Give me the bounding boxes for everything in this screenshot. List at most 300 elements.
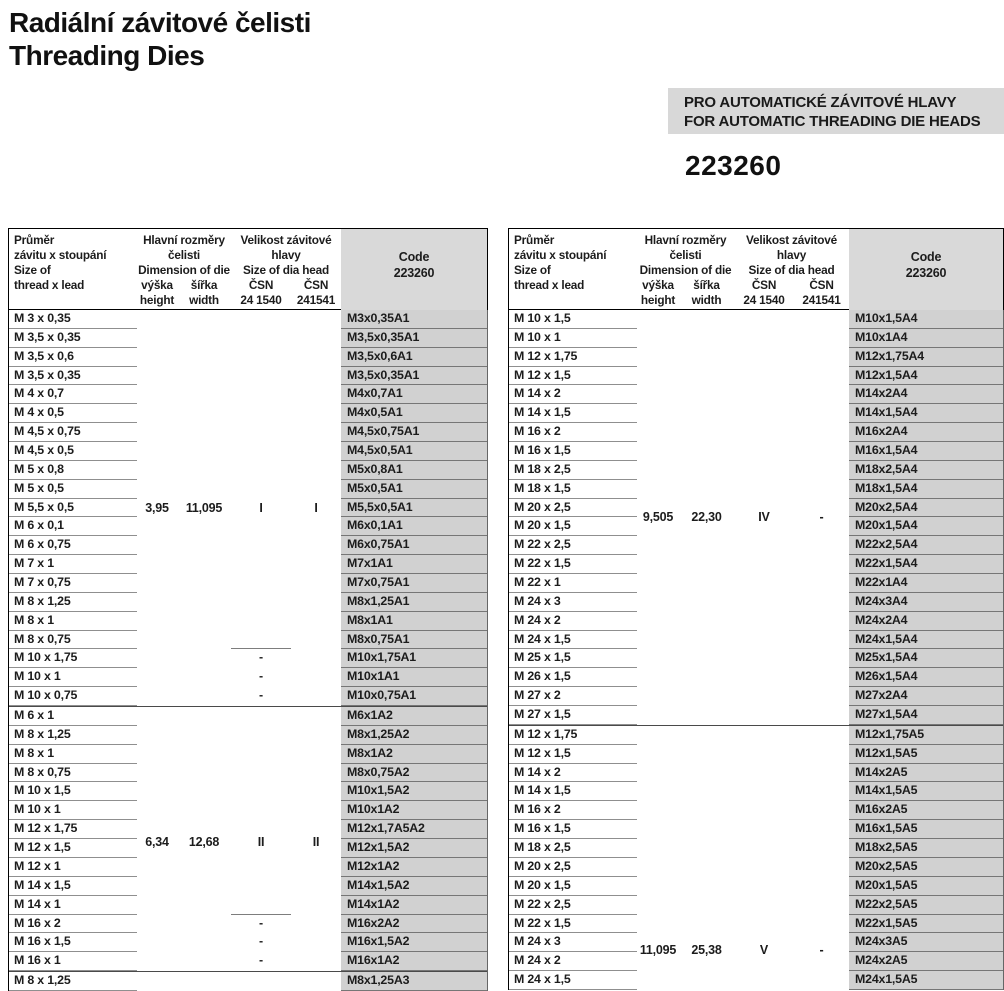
csn-241541-value: II <box>312 834 320 849</box>
code-cell: M8x1,25A1 <box>341 593 487 612</box>
table-row <box>509 877 1003 896</box>
csn-241541-value: - <box>819 510 824 525</box>
header-dimension-group <box>137 229 231 278</box>
table-row <box>509 385 1003 404</box>
csn-241540-cell <box>734 896 794 915</box>
thread-size-cell: M 16 x 1 <box>9 952 137 971</box>
code-cell: M12x1,7A5A2 <box>341 820 487 839</box>
csn-241540-cell <box>734 782 794 801</box>
code-cell: M12x1,75A4 <box>849 348 1003 367</box>
csn-241540-cell <box>231 480 291 499</box>
thread-size-cell: M 22 x 1,5 <box>509 555 637 574</box>
table-row <box>509 782 1003 801</box>
csn-241540-cell: - <box>259 915 263 930</box>
code-cell: M24x3A4 <box>849 593 1003 612</box>
table-row <box>9 612 487 631</box>
code-cell: M12x1,5A5 <box>849 745 1003 764</box>
table-row <box>509 764 1003 783</box>
code-cell: M12x1A2 <box>341 858 487 877</box>
csn-241540-cell <box>734 442 794 461</box>
header-sub-csn-241541 <box>291 278 341 311</box>
thread-size-cell: M 12 x 1,5 <box>509 745 637 764</box>
code-cell: M12x1,5A4 <box>849 367 1003 386</box>
thread-size-cell: M 12 x 1,5 <box>9 839 137 858</box>
table-row <box>509 801 1003 820</box>
thread-size-cell: M 4,5 x 0,5 <box>9 442 137 461</box>
code-cell: M24x2A4 <box>849 612 1003 631</box>
die-width-value: 25,38 <box>691 942 722 957</box>
code-cell: M10x1,5A2 <box>341 782 487 801</box>
code-cell: M16x1,5A2 <box>341 933 487 952</box>
code-cell: M24x1,5A4 <box>849 631 1003 650</box>
die-height-value: 3,95 <box>145 501 169 516</box>
header-dimension-group <box>637 229 734 278</box>
csn-241540-value: IV <box>758 510 770 525</box>
header-text: závitu x stoupání <box>514 248 607 262</box>
csn-241540-cell <box>734 649 794 668</box>
code-cell: M10x1,75A1 <box>341 649 487 668</box>
table-row <box>9 649 487 668</box>
csn-241540-cell <box>231 499 291 518</box>
csn-241540-cell <box>231 896 291 915</box>
thread-size-cell: M 16 x 1,5 <box>509 820 637 839</box>
table-row <box>9 442 487 461</box>
table-row <box>9 801 487 820</box>
header-text: 223260 <box>905 266 947 280</box>
csn-241540-cell <box>734 499 794 518</box>
table-row <box>509 745 1003 764</box>
thread-size-cell: M 6 x 1 <box>9 707 137 726</box>
table-row <box>509 612 1003 631</box>
code-cell: M4,5x0,75A1 <box>341 423 487 442</box>
code-cell: M18x2,5A4 <box>849 461 1003 480</box>
code-cell: M10x1A1 <box>341 668 487 687</box>
table-row <box>9 310 487 329</box>
csn-241540-cell <box>231 367 291 386</box>
table-row <box>9 764 487 783</box>
code-cell: M3,5x0,6A1 <box>341 348 487 367</box>
csn-241540-cell <box>734 461 794 480</box>
csn-241540-cell <box>231 404 291 423</box>
csn-241540-cell <box>734 423 794 442</box>
header-text: Velikost závitové <box>240 233 332 247</box>
header-text: 241541 <box>802 293 841 307</box>
thread-size-cell: M 26 x 1,5 <box>509 668 637 687</box>
code-cell: M12x1,75A5 <box>849 726 1003 745</box>
header-text: čelisti <box>669 248 702 262</box>
header-text: hlavy <box>271 248 301 262</box>
thread-size-cell: M 8 x 1 <box>9 612 137 631</box>
thread-size-cell: M 22 x 1,5 <box>509 915 637 934</box>
csn-241540-cell <box>231 517 291 536</box>
header-text: ČSN <box>303 278 329 292</box>
csn-241540-cell <box>231 631 291 650</box>
csn-241540-cell <box>734 574 794 593</box>
table-row <box>9 574 487 593</box>
header-code-col <box>849 229 1003 311</box>
table-row <box>509 668 1003 687</box>
thread-size-cell: M 10 x 1 <box>9 668 137 687</box>
page-title-en: Threading Dies <box>9 40 205 71</box>
table-row <box>9 687 487 706</box>
csn-241540-cell <box>734 839 794 858</box>
csn-241540-cell <box>734 348 794 367</box>
table-row <box>9 839 487 858</box>
csn-241540-cell <box>734 310 794 329</box>
header-sub-csn-241540 <box>231 278 291 311</box>
header-text: šířka <box>190 278 218 292</box>
thread-size-cell: M 18 x 2,5 <box>509 461 637 480</box>
csn-241540-cell <box>231 877 291 896</box>
header-text: height <box>139 293 175 307</box>
code-cell: M10x1,5A4 <box>849 310 1003 329</box>
table-row <box>509 649 1003 668</box>
product-code: 223260 <box>685 150 782 181</box>
table-row <box>509 593 1003 612</box>
thread-size-cell: M 8 x 1,25 <box>9 726 137 745</box>
thread-size-cell: M 4,5 x 0,75 <box>9 423 137 442</box>
table-row <box>9 726 487 745</box>
banner-line-en: FOR AUTOMATIC THREADING DIE HEADS <box>684 113 981 130</box>
thread-size-cell: M 7 x 0,75 <box>9 574 137 593</box>
code-cell: M24x3A5 <box>849 933 1003 952</box>
thread-size-cell: M 18 x 1,5 <box>509 480 637 499</box>
csn-241540-cell <box>231 612 291 631</box>
thread-size-cell: M 10 x 1 <box>509 329 637 348</box>
thread-size-cell: M 6 x 0,75 <box>9 536 137 555</box>
code-cell: M20x1,5A4 <box>849 517 1003 536</box>
header-text: výška <box>642 278 674 292</box>
header-code-col <box>341 229 487 311</box>
code-cell: M14x1,5A4 <box>849 404 1003 423</box>
code-cell: M14x1,5A2 <box>341 877 487 896</box>
table-row <box>9 461 487 480</box>
csn-241540-value: I <box>259 501 263 516</box>
table-row <box>509 971 1003 990</box>
code-cell: M18x1,5A4 <box>849 480 1003 499</box>
thread-size-cell: M 16 x 1,5 <box>509 442 637 461</box>
thread-size-cell: M 20 x 1,5 <box>509 517 637 536</box>
code-cell: M8x0,75A1 <box>341 631 487 650</box>
table-row <box>509 952 1003 971</box>
csn-241540-cell <box>231 385 291 404</box>
thread-size-cell: M 8 x 1,25 <box>9 593 137 612</box>
header-sub-height <box>137 278 177 311</box>
csn-241540-cell <box>231 348 291 367</box>
csn-241540-cell <box>734 329 794 348</box>
table-row <box>509 480 1003 499</box>
table-row <box>9 329 487 348</box>
table-row <box>9 423 487 442</box>
csn-241540-cell <box>231 574 291 593</box>
csn-241540-cell <box>231 726 291 745</box>
threading-table-right <box>508 228 1004 990</box>
code-cell: M16x1,5A5 <box>849 820 1003 839</box>
header-sub-width <box>679 278 734 311</box>
table-row <box>509 839 1003 858</box>
die-height-value: 11,095 <box>639 942 677 957</box>
header-size-col <box>9 229 137 311</box>
thread-size-cell: M 12 x 1,75 <box>9 820 137 839</box>
thread-size-cell: M 25 x 1,5 <box>509 649 637 668</box>
header-text: width <box>691 293 722 307</box>
csn-241540-cell <box>734 801 794 820</box>
header-text: Size of <box>514 263 551 277</box>
header-text: height <box>640 293 676 307</box>
header-headsize-group <box>734 229 849 278</box>
table-header <box>8 228 488 310</box>
code-cell: M22x2,5A5 <box>849 896 1003 915</box>
code-cell: M16x2A2 <box>341 915 487 934</box>
thread-size-cell: M 27 x 1,5 <box>509 706 637 725</box>
thread-size-cell: M 14 x 2 <box>509 385 637 404</box>
csn-241540-cell <box>231 442 291 461</box>
csn-241540-cell <box>231 707 291 726</box>
header-text: 24 1540 <box>743 293 785 307</box>
csn-241541-value: - <box>819 942 824 957</box>
header-sub-height <box>637 278 679 311</box>
code-cell: M24x1,5A5 <box>849 971 1003 990</box>
csn-241540-cell <box>734 555 794 574</box>
header-sub-csn-241541 <box>794 278 849 311</box>
thread-size-cell: M 18 x 2,5 <box>509 839 637 858</box>
table-row <box>9 555 487 574</box>
code-cell: M5x0,5A1 <box>341 480 487 499</box>
csn-241540-cell <box>231 329 291 348</box>
table-group <box>9 310 487 706</box>
header-text: Dimension of die <box>639 263 732 277</box>
die-height-value: 9,505 <box>642 510 674 525</box>
csn-241540-cell <box>231 461 291 480</box>
page-title-cs: Radiální závitové čelisti <box>9 7 311 38</box>
thread-size-cell: M 3 x 0,35 <box>9 310 137 329</box>
csn-241540-cell <box>734 915 794 934</box>
thread-size-cell: M 16 x 1,5 <box>9 933 137 952</box>
header-text: Průměr <box>14 233 55 247</box>
table-row <box>509 404 1003 423</box>
csn-241540-cell <box>734 820 794 839</box>
csn-241540-cell <box>231 745 291 764</box>
thread-size-cell: M 10 x 1 <box>9 801 137 820</box>
table-row <box>9 367 487 386</box>
header-sub-csn-241540 <box>734 278 794 311</box>
header-text: ČSN <box>248 278 274 292</box>
code-cell: M3,5x0,35A1 <box>341 329 487 348</box>
header-size-col <box>509 229 637 311</box>
table-row <box>509 348 1003 367</box>
code-cell: M4,5x0,5A1 <box>341 442 487 461</box>
thread-size-cell: M 20 x 1,5 <box>509 877 637 896</box>
header-text: hlavy <box>776 248 807 262</box>
table-row <box>9 782 487 801</box>
csn-241540-cell <box>231 310 291 329</box>
thread-size-cell: M 22 x 2,5 <box>509 896 637 915</box>
csn-241540-cell: - <box>259 669 263 684</box>
table-row <box>9 668 487 687</box>
code-cell: M5x0,8A1 <box>341 461 487 480</box>
code-cell: M14x1A2 <box>341 896 487 915</box>
code-cell: M22x1A4 <box>849 574 1003 593</box>
csn-241540-cell <box>231 839 291 858</box>
header-text: ČSN <box>751 278 777 292</box>
thread-size-cell: M 16 x 2 <box>509 801 637 820</box>
code-cell: M3x0,35A1 <box>341 310 487 329</box>
code-cell: M8x1A2 <box>341 745 487 764</box>
thread-size-cell: M 27 x 2 <box>509 687 637 706</box>
header-text: thread x lead <box>14 278 85 292</box>
table-group <box>509 310 1003 725</box>
thread-size-cell: M 12 x 1,75 <box>509 726 637 745</box>
thread-size-cell: M 8 x 1 <box>9 745 137 764</box>
code-cell: M22x2,5A4 <box>849 536 1003 555</box>
code-cell: M8x1,25A2 <box>341 726 487 745</box>
header-text: Code <box>398 250 430 264</box>
csn-241540-cell <box>231 801 291 820</box>
code-cell: M22x1,5A5 <box>849 915 1003 934</box>
table-row <box>509 423 1003 442</box>
code-cell: M7x1A1 <box>341 555 487 574</box>
code-cell: M3,5x0,35A1 <box>341 367 487 386</box>
csn-241540-cell <box>734 668 794 687</box>
table-row <box>9 517 487 536</box>
header-text: Code <box>910 250 942 264</box>
code-cell: M18x2,5A5 <box>849 839 1003 858</box>
table-header <box>508 228 1004 310</box>
code-cell: M12x1,5A2 <box>341 839 487 858</box>
csn-241540-cell <box>231 536 291 555</box>
code-cell: M14x1,5A5 <box>849 782 1003 801</box>
thread-size-cell: M 4 x 0,7 <box>9 385 137 404</box>
header-headsize-group <box>231 229 341 278</box>
thread-size-cell: M 16 x 2 <box>509 423 637 442</box>
thread-size-cell: M 3,5 x 0,35 <box>9 329 137 348</box>
header-sub-width <box>177 278 231 311</box>
csn-241540-cell <box>734 726 794 745</box>
csn-241540-cell <box>734 517 794 536</box>
table-row <box>509 858 1003 877</box>
table-row <box>509 499 1003 518</box>
table-row <box>9 631 487 650</box>
table-row <box>9 952 487 971</box>
table-row <box>9 896 487 915</box>
thread-size-cell: M 5 x 0,8 <box>9 461 137 480</box>
code-cell: M24x2A5 <box>849 952 1003 971</box>
table-body <box>8 310 488 991</box>
csn-241540-cell: - <box>259 650 263 665</box>
thread-size-cell: M 12 x 1,75 <box>509 348 637 367</box>
table-row <box>9 536 487 555</box>
code-cell: M8x1A1 <box>341 612 487 631</box>
table-group <box>509 725 1003 990</box>
table-group <box>9 706 487 971</box>
header-text: Size of dia head <box>243 263 329 277</box>
thread-size-cell: M 24 x 3 <box>509 933 637 952</box>
table-row <box>9 499 487 518</box>
code-cell: M16x1A2 <box>341 952 487 971</box>
thread-size-cell: M 14 x 1,5 <box>509 404 637 423</box>
table-row <box>9 404 487 423</box>
table-row <box>509 631 1003 650</box>
thread-size-cell: M 10 x 1,5 <box>9 782 137 801</box>
csn-241540-cell <box>734 593 794 612</box>
thread-size-cell: M 7 x 1 <box>9 555 137 574</box>
header-text: 241541 <box>296 293 336 307</box>
code-cell: M7x0,75A1 <box>341 574 487 593</box>
header-text: ČSN <box>809 278 834 292</box>
page-title <box>9 6 311 72</box>
table-row <box>509 517 1003 536</box>
header-text: šířka <box>693 278 720 292</box>
code-cell: M10x1A2 <box>341 801 487 820</box>
code-cell: M27x2A4 <box>849 687 1003 706</box>
code-cell: M16x2A4 <box>849 423 1003 442</box>
die-width-value: 22,30 <box>691 510 722 525</box>
header-text: width <box>189 293 219 307</box>
thread-size-cell: M 16 x 2 <box>9 915 137 934</box>
table-row <box>509 820 1003 839</box>
die-width-value: 12,68 <box>188 834 220 849</box>
thread-size-cell: M 24 x 1,5 <box>509 971 637 990</box>
csn-241540-cell <box>231 593 291 612</box>
code-cell: M14x2A4 <box>849 385 1003 404</box>
thread-size-cell: M 14 x 2 <box>509 764 637 783</box>
code-cell: M8x1,25A3 <box>341 972 487 991</box>
csn-241540-cell: - <box>259 953 263 968</box>
table-row <box>509 367 1003 386</box>
table-row <box>9 915 487 934</box>
csn-241540-cell <box>734 764 794 783</box>
table-row <box>9 745 487 764</box>
csn-241540-cell <box>734 367 794 386</box>
csn-241540-cell <box>231 555 291 574</box>
csn-241540-cell <box>734 631 794 650</box>
thread-size-cell: M 8 x 0,75 <box>9 631 137 650</box>
header-text: Dimension of die <box>138 263 230 277</box>
csn-241541-value: I <box>314 501 318 516</box>
csn-241540-cell <box>231 782 291 801</box>
threading-table-left <box>8 228 488 991</box>
csn-241540-cell <box>734 706 794 725</box>
csn-241540-cell <box>734 952 794 971</box>
table-row <box>9 972 487 991</box>
code-cell: M8x0,75A2 <box>341 764 487 783</box>
csn-241540-cell <box>231 858 291 877</box>
thread-size-cell: M 12 x 1,5 <box>509 367 637 386</box>
csn-241540-cell <box>734 933 794 952</box>
table-row <box>9 593 487 612</box>
header-text: thread x lead <box>514 278 585 292</box>
table-row <box>509 574 1003 593</box>
csn-241540-cell <box>231 972 291 991</box>
header-text: závitu x stoupání <box>14 248 107 262</box>
thread-size-cell: M 20 x 2,5 <box>509 858 637 877</box>
header-text: Hlavní rozměry <box>644 233 727 247</box>
code-cell: M4x0,7A1 <box>341 385 487 404</box>
table-row <box>9 820 487 839</box>
csn-241540-cell <box>734 612 794 631</box>
csn-241540-value: II <box>257 834 265 849</box>
code-cell: M20x1,5A5 <box>849 877 1003 896</box>
thread-size-cell: M 22 x 2,5 <box>509 536 637 555</box>
code-cell: M16x2A5 <box>849 801 1003 820</box>
table-row <box>9 385 487 404</box>
csn-241540-cell <box>734 877 794 896</box>
die-width-value: 11,095 <box>185 501 223 516</box>
code-cell: M14x2A5 <box>849 764 1003 783</box>
die-height-value: 6,34 <box>145 834 169 849</box>
table-row <box>9 858 487 877</box>
csn-241540-cell <box>734 385 794 404</box>
